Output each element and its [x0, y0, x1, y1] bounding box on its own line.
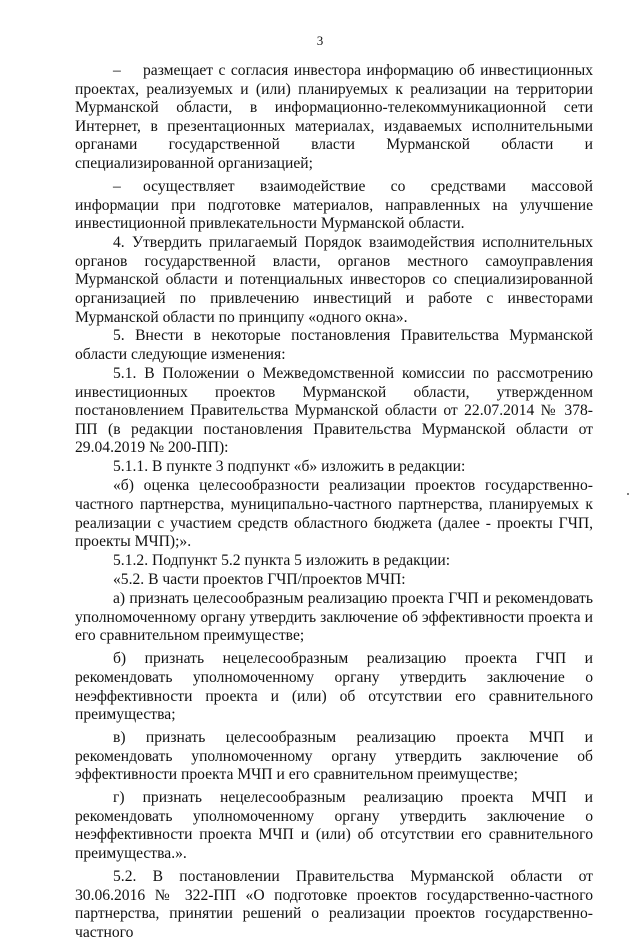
paragraph-5-1-1: 5.1.1. В пункте 3 подпункт «б» изложить в редакции: [113, 458, 466, 476]
paragraph-item-g: г) признать нецелесообразным реализацию проекта МЧП и рекомендовать уполномоченному органу утвердить заключение о неэффективности проекта МЧП и (или) об отсутствии его сравнительного преимущества.». [75, 789, 593, 863]
paragraph-bullet-2 [75, 178, 593, 234]
paragraph-5-2-heading: «5.2. В части проектов ГЧП/проектов МЧП: [113, 571, 406, 589]
paragraph-bullet-1 [75, 62, 593, 174]
paragraph-5-1-1-b: «б) оценка целесообразности реализации проектов государственно-частного партнерства, муниципально-частного партнерства, планируемых к реализации с участием средств областного бюджета (далее - проекты ГЧП, проекты МЧП);». [75, 477, 593, 551]
paragraph-5: 5. Внести в некоторые постановления Правительства Мурманской области следующие изменения: [75, 327, 593, 364]
paragraph-item-b: б) признать нецелесообразным реализацию проекта ГЧП и рекомендовать уполномоченному органу утвердить заключение о неэффективности проекта и (или) об отсутствии его сравнительного преимущества; [75, 650, 593, 724]
paragraph-item-v: в) признать целесообразным реализацию проекта МЧП и рекомендовать уполномоченному органу утвердить заключение об эффективности проекта МЧП и его сравнительном преимуществе; [75, 729, 593, 784]
paragraph-text: размещает с согласия инвестора информацию об инвестиционных проектах, реализуемых и (или) планируемых к реализации на территории Мурманской области, в информационно-телекоммуникационной сети Интернет, в презентационных материалах, издаваемых исполнительными органами государственной власти Мурманской области и специализированной организацией; [75, 62, 593, 172]
bullet-dash: – [113, 177, 121, 195]
paragraph-4: 4. Утвердить прилагаемый Порядок взаимодействия исполнительных органов государственной власти, органов местного самоуправления Мурманской области и потенциальных инвесторов со специализированной организацией по привлечению инвестиций и работе с инвесторами Мурманской области по принципу «одного окна». [75, 234, 593, 326]
bullet-dash: – [113, 62, 121, 79]
paragraph-5-2: 5.2. В постановлении Правительства Мурманской области от 30.06.2016 № 322-ПП «О подготовке проектов государственно-частного партнерства, принятии решений о реализации проектов государственно-частного [75, 868, 593, 941]
paragraph-5-1-2: 5.1.2. Подпункт 5.2 пункта 5 изложить в редакции: [113, 552, 451, 570]
paragraph-item-a: а) признать целесообразным реализацию проекта ГЧП и рекомендовать уполномоченному органу утвердить заключение об эффективности проекта и его сравнительном преимуществе; [75, 590, 593, 645]
page-number: 3 [316, 33, 324, 48]
paragraph-text: осуществляет взаимодействие со средствами массовой информации при подготовке материалов, направленных на улучшение инвестиционной привлекательности Мурманской области. [75, 177, 593, 233]
document-body [75, 62, 593, 943]
scan-speck [627, 493, 629, 495]
paragraph-5-1: 5.1. В Положении о Межведомственной комиссии по рассмотрению инвестиционных проектов Мурманской области, утвержденном постановлением Правительства Мурманской области от 22.07.2014 № 378-ПП (в редакции постановления Правительства Мурманской области от 29.04.2019 № 200-ПП): [75, 365, 593, 457]
